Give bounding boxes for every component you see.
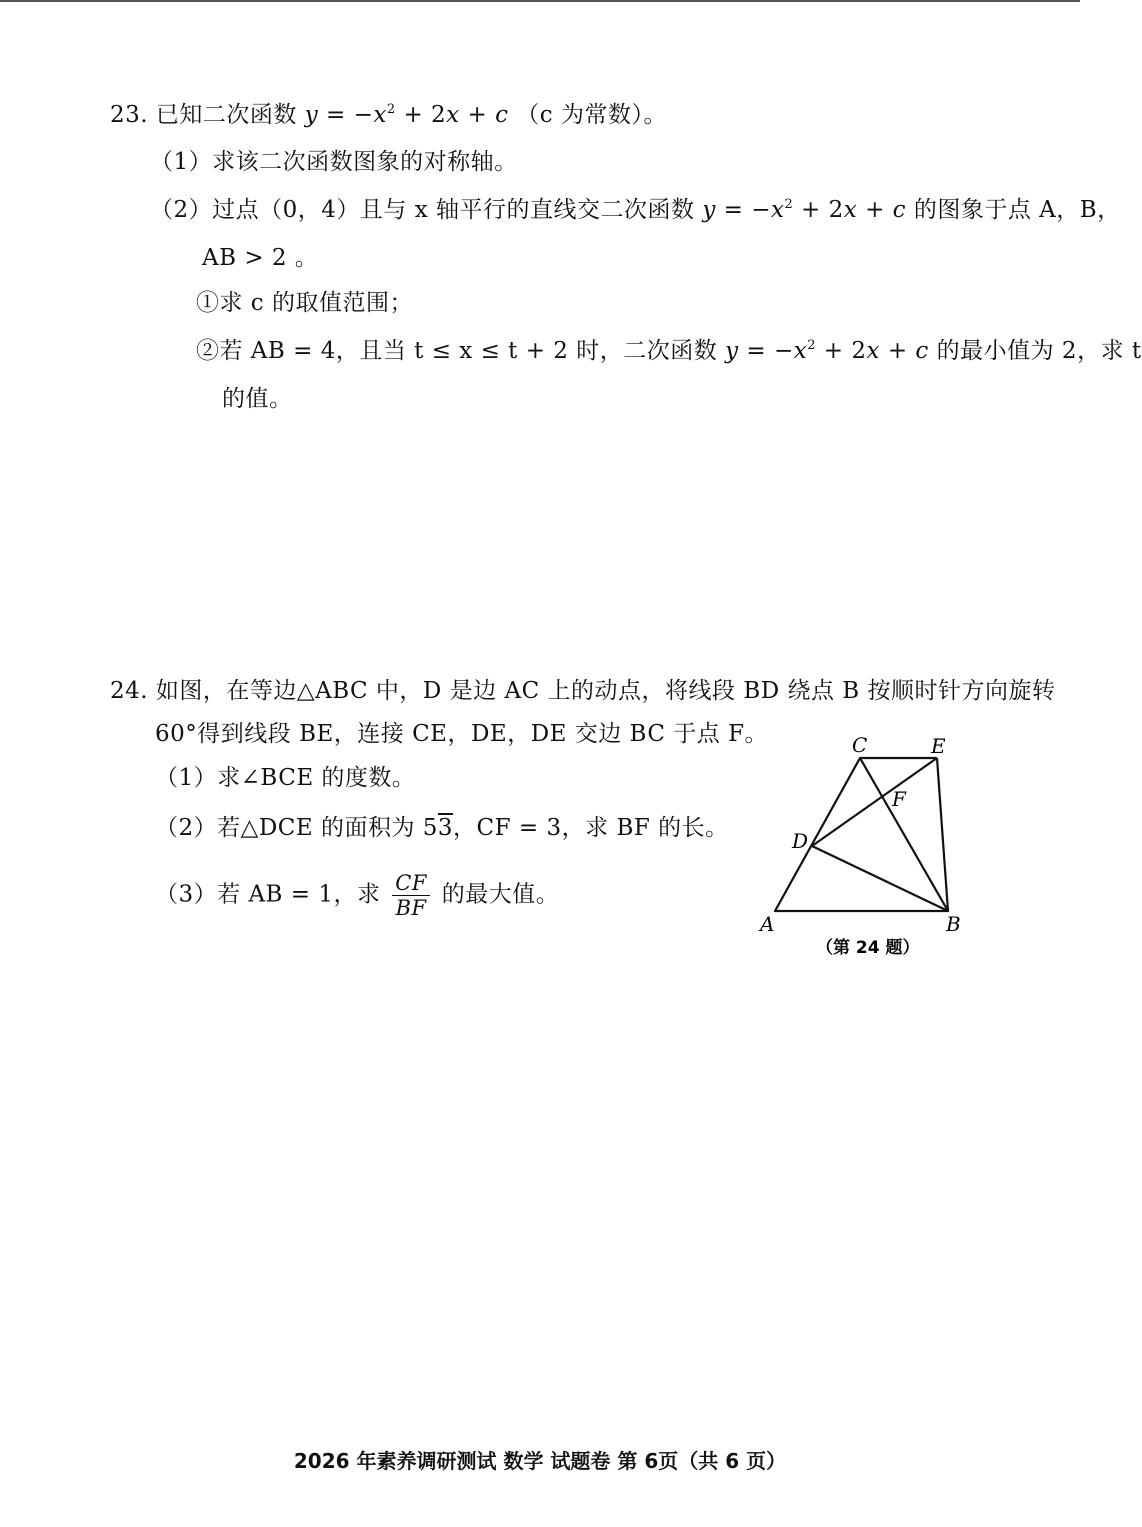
figure-caption: （第 24 题） (816, 938, 920, 958)
q23-part2: （2）过点（0，4）且与 x 轴平行的直线交二次函数 $y = -x^2 + 2x + c$ 的图象于点 A，B， (150, 197, 1121, 223)
q23-sub1: ①求 c 的取值范围； (196, 290, 414, 316)
label-a: A (760, 912, 775, 936)
label-f: F (892, 787, 906, 811)
q23-part1: （1）求该二次函数图象的对称轴。 (150, 149, 518, 175)
q23-sub2: ②若 AB = 4，且当 t ≤ x ≤ t + 2 时，二次函数 $y = -x^2 + 2x + c$ 的最小值为 2，求 t (196, 338, 1142, 364)
segment-de (812, 758, 937, 846)
q23-sub2-cont: 的值。 (222, 386, 293, 412)
q24-stem-line1: 24. 如图，在等边△ABC 中，D 是边 AC 上的动点，将线段 BD 绕点 B 按顺时针方向旋转 (110, 678, 1056, 704)
q24-stem-line2: 60°得到线段 BE，连接 CE，DE，DE 交边 BC 于点 F。 (155, 721, 769, 747)
q24-part3: （3）若 AB = 1，求 $\frac{CF}{BF}$ 的最大值。 (155, 871, 560, 920)
q24-part2: （2）若△DCE 的面积为 53，CF = 3，求 BF 的长。 (155, 815, 729, 841)
q24-part1: （1）求∠BCE 的度数。 (155, 765, 416, 791)
label-c: C (852, 733, 868, 757)
label-e: E (931, 734, 946, 758)
page-footer: 2026 年素养调研测试 数学 试题卷 第 6页（共 6 页） (293, 1449, 787, 1473)
q24-figure (750, 725, 990, 970)
q23-stem: 23. 已知二次函数 $y = -x^2 + 2x + c$ （c 为常数）。 (110, 102, 667, 128)
segment-bd (812, 846, 948, 911)
page-top-border (0, 0, 1080, 2)
label-b: B (946, 912, 961, 936)
q23-part2-condition: AB > 2 。 (202, 245, 319, 271)
fraction-cf-bf: $\frac{CF}{BF}$ (392, 871, 430, 920)
segment-be (937, 758, 948, 911)
label-d: D (792, 829, 809, 853)
sqrt-radicand: 3 (437, 815, 454, 841)
